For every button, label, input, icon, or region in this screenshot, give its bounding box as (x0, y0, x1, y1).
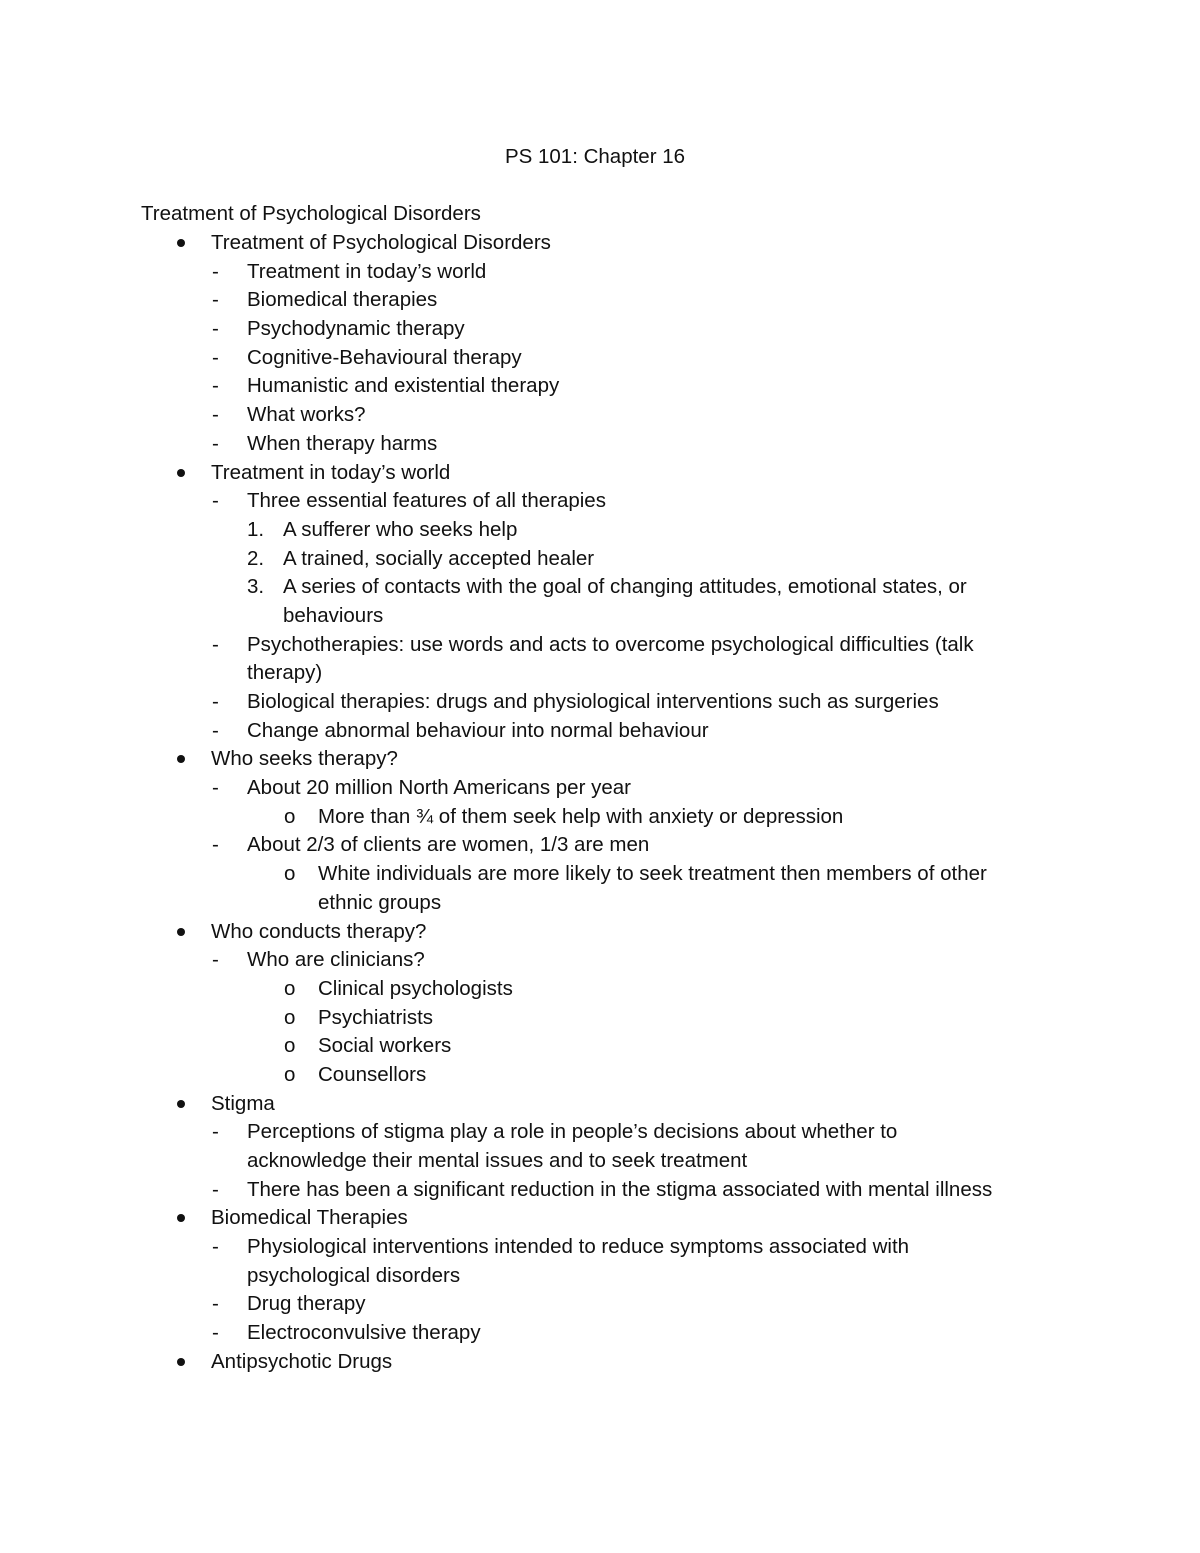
bullet-dot-icon (177, 1100, 185, 1108)
dash-marker: - (212, 259, 219, 283)
outline-item-text: About 20 million North Americans per year (247, 776, 631, 800)
dash-marker: - (212, 1321, 219, 1345)
outline-item (0, 717, 1200, 746)
dash-marker: - (212, 431, 219, 455)
outline-item (0, 918, 1200, 947)
outline-item (0, 659, 1200, 688)
outline-item (0, 688, 1200, 717)
outline-item (0, 1233, 1200, 1262)
outline-item-text: Who are clinicians? (247, 948, 425, 972)
outline-item (0, 1004, 1200, 1033)
circle-marker-icon: o (284, 1005, 296, 1029)
outline-item (0, 631, 1200, 660)
outline-item (0, 1204, 1200, 1233)
outline-item (0, 372, 1200, 401)
dash-marker: - (212, 489, 219, 513)
dash-marker: - (212, 1292, 219, 1316)
outline-item (0, 286, 1200, 315)
outline-item-text: About 2/3 of clients are women, 1/3 are men (247, 833, 650, 857)
outline-item (0, 889, 1200, 918)
outline-item-text: Psychotherapies: use words and acts to overcome psychological difficulties (talk (247, 632, 974, 656)
outline-item-text: Psychiatrists (318, 1005, 434, 1029)
bullet-dot-icon (177, 1214, 185, 1222)
outline-item-text: Antipsychotic Drugs (211, 1349, 393, 1373)
outline-item (0, 545, 1200, 574)
dash-marker: - (212, 1120, 219, 1144)
outline-item (0, 516, 1200, 545)
outline-item-text: Physiological interventions intended to reduce symptoms associated with (247, 1235, 910, 1259)
outline-item-text: There has been a significant reduction in the stigma associated with mental illness (247, 1177, 993, 1201)
dash-marker: - (212, 1177, 219, 1201)
dash-marker: - (212, 1235, 219, 1259)
bullet-dot-icon (177, 928, 185, 936)
outline-item (0, 229, 1200, 258)
dash-marker: - (212, 833, 219, 857)
outline-item-text: Perceptions of stigma play a role in people’s decisions about whether to (247, 1120, 898, 1144)
dash-marker: - (212, 288, 219, 312)
outline-item-text: A series of contacts with the goal of changing attitudes, emotional states, or (283, 575, 967, 599)
outline-item (0, 1348, 1200, 1377)
outline-item-text: Treatment in today’s world (247, 259, 487, 283)
outline-item (0, 258, 1200, 287)
circle-marker-icon: o (284, 862, 296, 886)
dash-marker: - (212, 718, 219, 742)
outline-item-text: Biological therapies: drugs and physiological interventions such as surgeries (247, 690, 939, 713)
outline-item (0, 401, 1200, 430)
outline-item (0, 1090, 1200, 1119)
outline-item (0, 487, 1200, 516)
number-marker: 2. (247, 546, 265, 570)
outline-item (0, 946, 1200, 975)
bullet-dot-icon (177, 469, 185, 477)
outline-item (0, 975, 1200, 1004)
outline-item-text: therapy) (247, 661, 323, 685)
circle-marker-icon: o (284, 1034, 296, 1058)
outline-item (0, 774, 1200, 803)
outline-item (0, 459, 1200, 488)
outline-item (0, 1176, 1200, 1205)
outline-item (0, 745, 1200, 774)
outline-item (0, 1118, 1200, 1147)
outline-item (0, 803, 1200, 832)
circle-marker-icon: o (284, 804, 296, 828)
dash-marker: - (212, 345, 219, 369)
dash-marker: - (212, 403, 219, 427)
outline-item (0, 1147, 1200, 1176)
bullet-dot-icon (177, 239, 185, 247)
outline-item-text: psychological disorders (247, 1263, 461, 1287)
outline-item-text: Clinical psychologists (318, 976, 513, 1000)
circle-marker-icon: o (284, 1062, 296, 1086)
outline-item (0, 602, 1200, 631)
bullet-dot-icon (177, 755, 185, 763)
outline-item-text: Social workers (318, 1034, 452, 1058)
outline-item-text: Counsellors (318, 1062, 427, 1086)
outline-item (0, 1061, 1200, 1090)
outline-item-text: Psychodynamic therapy (247, 317, 465, 341)
outline-item-text: ethnic groups (318, 890, 442, 914)
outline-item-text: What works? (247, 403, 366, 427)
outline-item (0, 573, 1200, 602)
number-marker: 3. (247, 575, 265, 599)
outline-item (0, 831, 1200, 860)
dash-marker: - (212, 632, 219, 656)
outline-item-text: Who seeks therapy? (211, 747, 398, 771)
section-heading: Treatment of Psychological Disorders (141, 202, 481, 225)
outline-item-text: Cognitive-Behavioural therapy (247, 345, 522, 369)
number-marker: 1. (247, 517, 265, 541)
dash-marker: - (212, 317, 219, 341)
dash-marker: - (212, 690, 219, 713)
outline-item-text: Treatment of Psychological Disorders (211, 231, 551, 254)
outline-item-text: When therapy harms (247, 431, 438, 455)
outline-item (0, 1290, 1200, 1319)
circle-marker-icon: o (284, 976, 296, 1000)
outline-item (0, 344, 1200, 373)
outline-item-text: behaviours (283, 603, 384, 627)
outline-item-text: Treatment in today’s world (211, 460, 451, 484)
outline-item-text: Drug therapy (247, 1292, 366, 1316)
outline-item-text: A trained, socially accepted healer (283, 546, 595, 570)
outline-item (0, 1032, 1200, 1061)
outline-item-text: Biomedical Therapies (211, 1206, 408, 1230)
outline-item (0, 1319, 1200, 1348)
dash-marker: - (212, 948, 219, 972)
outline-item-text: A sufferer who seeks help (283, 517, 518, 541)
outline-item-text: Electroconvulsive therapy (247, 1321, 481, 1345)
outline-item-text: acknowledge their mental issues and to seek treatment (247, 1149, 748, 1172)
outline-list (0, 229, 1200, 1377)
outline-item-text: Humanistic and existential therapy (247, 374, 560, 398)
outline-item-text: White individuals are more likely to seek treatment then members of other (318, 862, 987, 886)
outline-item (0, 860, 1200, 889)
outline-item-text: Three essential features of all therapies (247, 489, 606, 513)
dash-marker: - (212, 374, 219, 398)
outline-item-text: Stigma (211, 1091, 275, 1115)
outline-item-text: More than ¾ of them seek help with anxiety or depression (318, 804, 844, 828)
outline-item (0, 430, 1200, 459)
document-title: PS 101: Chapter 16 (504, 145, 686, 168)
bullet-dot-icon (177, 1358, 185, 1366)
outline-item (0, 1262, 1200, 1291)
outline-item-text: Change abnormal behaviour into normal behaviour (247, 718, 709, 742)
outline-item-text: Who conducts therapy? (211, 919, 427, 943)
outline-item-text: Biomedical therapies (247, 288, 438, 312)
dash-marker: - (212, 776, 219, 800)
outline-item (0, 315, 1200, 344)
